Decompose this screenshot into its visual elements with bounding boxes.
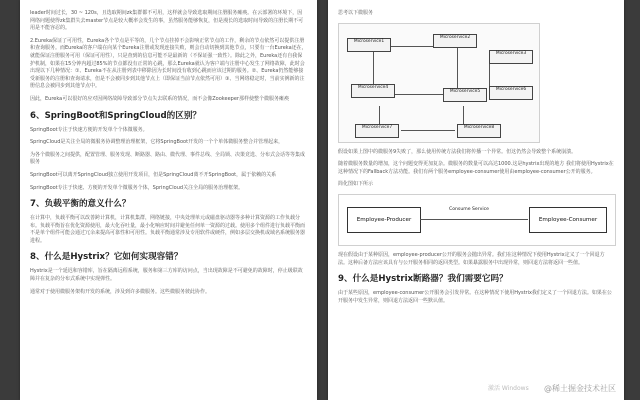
p8a: Hystrix是一个延迟和容错库，旨在隔离远程系统，服务和第三方库的访问点，当出现故障是不可避免的故障时，停止级联故障并在复杂的分布式系统中实现弹性。 bbox=[30, 268, 303, 283]
connection-arrow bbox=[420, 219, 528, 220]
diagram-line bbox=[379, 106, 380, 124]
consumer-box: Employee-Consumer bbox=[529, 207, 607, 233]
caption-2: 简化图如下所示 bbox=[338, 181, 374, 188]
right-p9: 由于某些原因，employee-consumer公开服务会引发异常。在这种情况下使用Hystrix我们定义了一个回退方法。如果在公开服务中发生异常，则回退方法返回一些默认值。 bbox=[338, 290, 612, 304]
caption-1: 思考以下微服务 bbox=[338, 10, 374, 16]
left-page bbox=[20, 0, 317, 400]
diagram-line bbox=[463, 106, 464, 124]
diagram-line bbox=[395, 94, 445, 95]
right-p3: 现在假设由于某种原因，employee-producer公开的服务会抛出异常。我们在这种情况下使用Hystrix定义了一个回退方法。这种后备方法应该具有与公开服务相同的返回类型。如果暴露服务中出现异常，则回退方法将返回一些值。 bbox=[338, 251, 605, 266]
microservice-box: Microservice3 bbox=[489, 50, 533, 64]
intro-paragraph: leader时间过长，30 ~ 120s，且选取期间zk集群都不可用，这样就会导致选取期间注册服务瘫痪。在云部署的环境下，因网络问题使得zk集群失去master节点是较大概率会发生的事，虽然服务能够恢复，但是漫长的选取时间导致的注册长期不可用是不能容忍的。 bbox=[30, 10, 304, 32]
p6b: SpringCloud是关注全局的微服务协调整理治理框架，它将SpringBoot开发的一个个单体微服务整合并管理起来， bbox=[30, 139, 284, 146]
heading-9: 9、什么是Hystrix断路器？我们需要它吗？ bbox=[338, 274, 508, 285]
heading-7: 7、负载平衡的意义什么？ bbox=[30, 199, 131, 210]
diagram-line bbox=[489, 62, 490, 86]
watermark-text: @稀土掘金技术社区 bbox=[544, 384, 616, 393]
diagram-line bbox=[401, 130, 455, 131]
microservice-box: Microservice4 bbox=[351, 84, 395, 98]
p6a: SpringBoot专注于快速方便的开发单个个体微服务。 bbox=[30, 126, 148, 133]
microservice-box: Microservice7 bbox=[355, 124, 399, 138]
eureka-paragraph: 2.Eureka保证了可用性，Eureka各个节点是平等的，几个节点挂掉不会影响正常节点的工作，剩余的节点依然可以提供注册和查询服务。而Eureka的客户端在向某个Eureka注册或发现连接失败，则会自动切换到其他节点，只要有一台Eureka还在，就能保证注册服务可用（保证可用性），只是查到的信息可能不是最新的（不保证强一致性）。除此之外，Eureka还有自我保护机制，如果在15分钟内超过85%的节点都没有正常的心跳，那么Eureka就认为客户端与注册中心发生了网络故障，此时会出现以下几种情况：①、Eureka不在从注册列表中移除因为长时间没有收到心跳而应该过期的服务。②、Eureka仍然能够接受新服务的注册和查询请求，但是不会被同步到其他节点上（即保证当前节点依然可用）③、当网络稳定时，当前实例新的注册信息会被同步到其他节点中。 bbox=[30, 37, 307, 90]
summary-paragraph: 因此，Eureka可以很好的应对因网络故障导致部分节点失去联系的情况，而不会像Zookeeper那样使整个微服务瘫痪 bbox=[30, 95, 289, 102]
p7: 在计算中，负载平衡可以改善跨计算机，计算机集群，网络链接，中央处理单元或磁盘驱动器等多种计算资源的工作负载分布。负载平衡旨在优化资源使用，最大化吞吐量，最小化响应时间并避免任何单一资源的过载。使用多个组件进行负载平衡而不是单个组件可能会通过冗余来提高可靠性和可用性。负载平衡通常涉及专用软件或硬件，例如多层交换机或域名系统服务器进程。 bbox=[30, 215, 306, 244]
heading-6: 6、SpringBoot和SpringCloud的区别？ bbox=[30, 110, 202, 121]
microservice-box: Microservice2 bbox=[433, 34, 477, 48]
microservice-box: Microservice8 bbox=[457, 124, 501, 138]
right-page bbox=[328, 0, 624, 400]
consume-service-label: Consume Service bbox=[449, 206, 489, 212]
p8b: 通常对于使用微服务架构开发的系统，涉及到许多微服务。这些微服务彼此协作。 bbox=[30, 288, 211, 295]
microservice-box: Microservice1 bbox=[347, 38, 391, 52]
p6c: 为各个微服务之间提供，配置管理、服务发现、断路器、路由、微代理、事件总线、全局锁、决策竞选、分布式会话等等集成服务 bbox=[30, 151, 306, 166]
producer-box: Employee-Producer bbox=[347, 207, 421, 233]
p6d: SpringBoot可以离开SpringCloud独立使用开发项目，但是SpringCloud离不开SpringBoot，属于依赖的关系 bbox=[30, 171, 277, 178]
p6e: SpringBoot专注于快速、方便的开发单个微服务个体，SpringCloud关注全局的服务治理框架。 bbox=[30, 184, 244, 191]
microservice-diagram bbox=[338, 23, 540, 143]
producer-consumer-diagram bbox=[338, 194, 616, 246]
activate-windows-text: 激活 Windows bbox=[488, 385, 529, 392]
right-p1: 假设如果上图中的微服务9失败了，那么使用传统方法我们将传播一个异常。但这仍然会导致整个系统崩溃。 bbox=[338, 148, 577, 155]
microservice-box: Microservice6 bbox=[489, 86, 533, 100]
heading-8: 8、什么是Hystrix？它如何实现容错？ bbox=[30, 252, 183, 263]
microservice-box: Microservice5 bbox=[443, 88, 487, 102]
right-p2: 随着微服务数量的增加，这个问题变得更加复杂。微服务的数量可以高达1000.这是hystrix出现的地方 我们将使用Hystrix在这种情况下的Fallback方法功能。我们有两个服务employee-consumer使用由employee-consumer公开的服务。 bbox=[338, 161, 614, 175]
